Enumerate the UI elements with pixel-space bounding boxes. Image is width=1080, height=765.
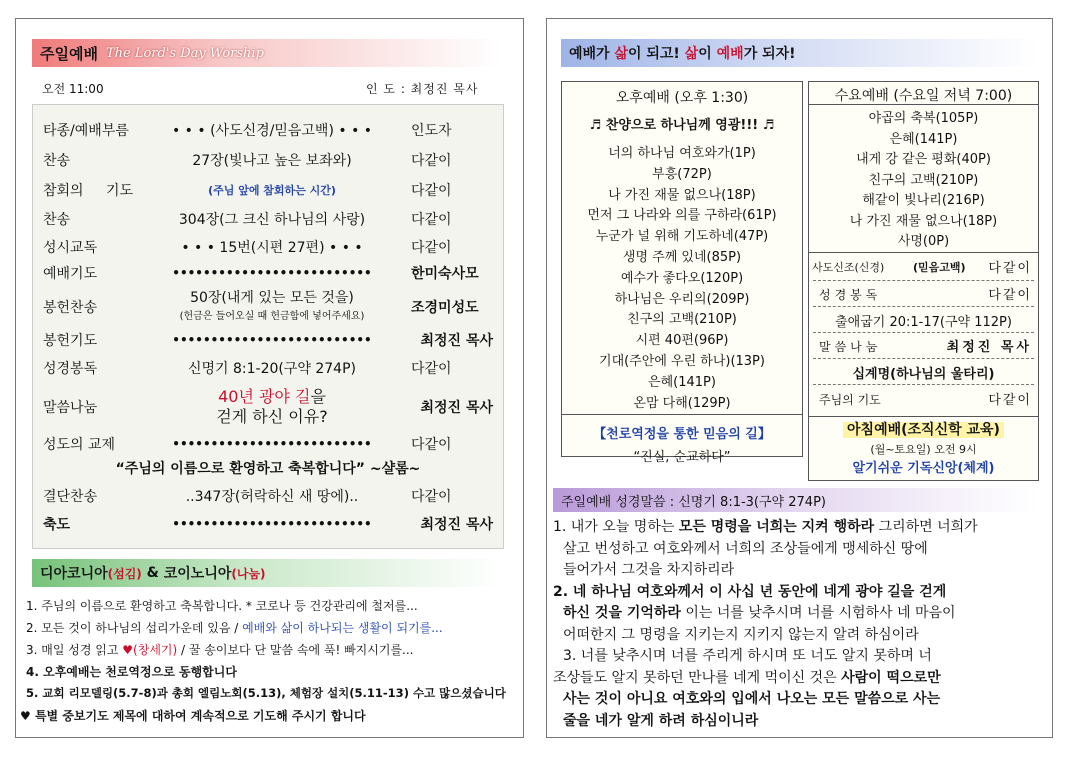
order-row	[33, 327, 503, 353]
verse-segment: 살고 번성하고 여호와께서 너희의 조상들에게 맹세하신 땅에	[563, 540, 928, 557]
book-subtitle: “진실, 순교하다”	[633, 450, 731, 465]
motto-header	[561, 39, 1037, 67]
order-person: 다같이	[411, 437, 452, 453]
news-num: 1.	[26, 599, 38, 613]
song-item: 은혜(141P)	[889, 131, 958, 147]
news-text: 매일 성경 읽고	[41, 643, 123, 657]
heart-icon: ♥	[122, 643, 134, 657]
order-label: 성시교독	[43, 240, 98, 256]
order-content	[133, 290, 411, 325]
news-item	[20, 707, 366, 724]
order-content: • • • 15번(시편 27편) • • •	[181, 240, 363, 256]
verse-line	[553, 667, 941, 687]
order-person: 한미숙사모	[411, 266, 479, 282]
order-content: (주님 앞에 참회하는 시간)	[208, 184, 336, 197]
order-label: 결단찬송	[43, 489, 98, 505]
verse-segment: 하신 것을 기억하라	[563, 605, 681, 621]
song-item: 친구의 고백(210P)	[868, 172, 979, 188]
song-item: 나 가진 재물 없으나(18P)	[608, 187, 756, 203]
order-row	[33, 287, 503, 327]
order-content: • • • (사도신경/믿음고백) • • •	[171, 123, 373, 139]
order-label: 예배기도	[43, 266, 98, 282]
wednesday-title: 수요예배 (수요일 저녁 7:00)	[834, 88, 1013, 104]
verse-segment: 이는 너를 낮추시며 너를 시험하사 네 마음이	[680, 605, 956, 621]
divider	[809, 104, 1038, 105]
song-item: 나 가진 재물 없으나(18P)	[849, 213, 998, 229]
order-person: 다같이	[411, 361, 452, 377]
news-item	[26, 685, 506, 701]
sunday-worship-header	[32, 39, 502, 67]
divider	[813, 280, 1034, 281]
order-person: 인도자	[411, 123, 452, 139]
morning-title-wrap	[809, 419, 1038, 439]
order-row	[33, 260, 503, 286]
scripture-header	[553, 488, 1037, 512]
verse-segment: 줄을 네가 알게 하려 하심이니라	[563, 712, 759, 729]
order-row	[33, 385, 503, 429]
verse-line	[563, 559, 734, 579]
morning-topic: 알기쉬운 기독신앙(체계)	[852, 461, 995, 476]
news-header-a-sub: (섬김)	[107, 566, 142, 581]
order-person: 다같이	[411, 489, 452, 505]
song-item: 시편 40편(96P)	[635, 333, 729, 349]
order-row	[33, 117, 503, 143]
scripture-header-text: 주일예배 성경말씀 : 신명기 8:1-3(구약 274P)	[561, 494, 826, 510]
song-item: 사명(0P)	[897, 234, 950, 249]
sunday-worship-title: 주일예배	[40, 44, 98, 63]
morning-worship-box	[808, 416, 1039, 481]
verse-segment: 어떠한지 그 명령을 지키는지 지키지 않는지 알려 하심이라	[563, 626, 919, 643]
news-text: 특별 중보기도 제목에 대하여 계속적으로 기도해 주시기 합니다	[34, 709, 366, 723]
motto-part: 예배가	[569, 46, 615, 62]
news-num: 2.	[26, 621, 38, 635]
morning-schedule: (월~토요일) 오전 9시	[870, 443, 977, 456]
sermon-title	[133, 387, 411, 427]
verse-segment: 사람이 떡으로만	[841, 669, 941, 686]
order-content: 신명기 8:1-20(구약 274P)	[187, 361, 356, 377]
motto-part: 이 되고!	[627, 46, 685, 62]
song-item: 은혜(141P)	[648, 374, 716, 390]
song-item: 친구의 고백(210P)	[627, 312, 737, 328]
order-label: 축도	[43, 517, 71, 533]
order-content: ••••••••••••••••••••••••••	[172, 266, 372, 280]
left-page	[15, 18, 524, 738]
order-person: 다같이	[411, 153, 452, 169]
order-label: 성경봉독	[43, 361, 98, 377]
order-row	[33, 234, 503, 260]
greeting-text: “주님의 이름으로 환영하고 축복합니다” ~샬롬~	[115, 461, 421, 477]
news-header	[32, 559, 502, 587]
song-item: 생명 주께 있네(85P)	[622, 250, 742, 265]
order-row	[33, 206, 503, 232]
order-row	[33, 431, 503, 457]
news-num: 4.	[26, 665, 39, 679]
order-content: ••••••••••••••••••••••••••	[172, 333, 372, 347]
afternoon-worship-box	[561, 81, 803, 465]
news-num: 5.	[26, 686, 39, 700]
order-row	[33, 355, 503, 381]
order-label: 찬송	[43, 212, 71, 228]
verse-segment: 그리하면 너희가	[874, 519, 978, 535]
motto-part: 삶	[684, 46, 699, 62]
motto-part: 가 되자!	[743, 46, 796, 62]
reading-label: 성경봉독	[819, 288, 882, 302]
greeting-line	[33, 455, 503, 481]
service-leader: 인 도 : 최정진 목사	[366, 82, 479, 96]
motto-part: 예배	[716, 46, 744, 62]
verse-segment: 사는 것이 아니요 여호와의 입에서 나오는 모든 말씀으로 사는	[563, 691, 941, 707]
order-row	[33, 177, 503, 203]
afternoon-title: 오후예배 (오후 1:30)	[615, 90, 749, 106]
offering-note: (헌금은 들어오실 때 헌금함에 넣어주세요)	[179, 310, 365, 322]
sermon-person: 최정진 목사	[946, 340, 1032, 355]
sermon-title-line2: 걷게 하신 이유?	[216, 407, 328, 426]
news-text-blue: 예배와 삶이 하나되는 생활이 되기를...	[242, 621, 443, 635]
divider	[813, 358, 1034, 359]
verse-line	[563, 645, 932, 665]
song-item: 온맘 다해(129P)	[633, 395, 731, 411]
divider	[813, 384, 1034, 385]
divider	[809, 252, 1038, 253]
book-title: 【천로역정을 통한 믿음의 길】	[593, 427, 771, 442]
verse-segment: 조상들도 알지 못하던 만나를 네게 먹이신 것은	[553, 669, 842, 686]
order-content: ..347장(허락하신 새 땅에)..	[185, 489, 359, 505]
song-item: 내게 강 같은 평화(40P)	[856, 152, 991, 167]
order-row	[33, 511, 503, 537]
sermon-title-suffix: 을	[310, 387, 326, 406]
service-time: 오전 11:00	[42, 82, 104, 96]
divider	[813, 332, 1034, 333]
news-text: 주님의 이름으로 환영하고 축복합니다. * 코로나 등 건강관리에 철저를...	[41, 599, 418, 613]
order-person: 최정진 목사	[420, 333, 493, 349]
divider	[562, 414, 802, 415]
verse-segment: 3. 너를 낮추시며 너를 주리게 하시며 또 너도 알지 못하며 너	[563, 648, 932, 664]
news-text: 교회 리모델링(5.7-8)과 총회 엘림노회(5.13), 체험장 설치(5.11-13) 수고 많으셨습니다	[42, 686, 506, 700]
prayer-label: 주님의 기도	[819, 393, 881, 407]
order-row	[33, 147, 503, 173]
order-content: 304장(그 크신 하나님의 사랑)	[178, 212, 366, 228]
news-item	[26, 619, 443, 636]
news-num: 3.	[26, 643, 38, 657]
song-item: 해같이 빛나리(216P)	[862, 193, 985, 208]
verse-line	[563, 688, 940, 708]
sermon-topic: 십계명(하나님의 울타리)	[852, 367, 995, 382]
order-person: 다같이	[411, 212, 452, 228]
creed-note: (믿음고백)	[913, 261, 966, 274]
verse-line	[563, 602, 956, 622]
news-text: 오후예배는 천로역정으로 동행합니다	[43, 665, 237, 679]
verse-line	[553, 581, 946, 601]
news-item	[26, 641, 413, 658]
order-person: 조경미성도	[411, 300, 479, 316]
news-text-rest: / 꿀 송이보다 단 말씀 속에 푹! 빠지시기를...	[177, 643, 414, 657]
song-item: 먼저 그 나라와 의를 구하라(61P)	[587, 208, 777, 224]
order-content: ••••••••••••••••••••••••••	[172, 517, 372, 531]
verse-segment: 2. 네 하나님 여호와께서 이 사십 년 동안에 네게 광야 길을 걷게	[553, 583, 947, 600]
verse-segment: 모든 명령을 너희는 지켜 행하라	[678, 519, 875, 535]
order-label: 참회의 기도	[43, 183, 133, 199]
song-item: 야곱의 축복(105P)	[868, 111, 979, 126]
verse-line	[563, 624, 919, 644]
afternoon-subtitle: ♬ 찬양으로 하나님께 영광!!! ♬	[589, 118, 775, 133]
worship-order	[32, 104, 504, 549]
creed-person: 다같이	[988, 261, 1032, 276]
order-label: 타종/예배부름	[43, 123, 129, 139]
news-header-b: 코이노니아	[163, 566, 232, 582]
order-row	[33, 483, 503, 509]
news-header-amp: &	[141, 565, 164, 581]
order-label: 봉헌기도	[43, 333, 98, 349]
offering-hymn: 50장(내게 있는 모든 것을)	[190, 289, 354, 306]
sermon-label: 말씀나눔	[819, 340, 882, 354]
news-header-b-sub: (나눔)	[231, 566, 266, 581]
song-item: 누군가 널 위해 기도하네(47P)	[595, 229, 769, 245]
song-item: 부흥(72P)	[652, 166, 712, 182]
news-item	[26, 663, 237, 680]
order-person: 다같이	[411, 183, 452, 199]
heart-icon: ♥	[20, 709, 31, 723]
order-person: 다같이	[411, 240, 452, 256]
sunday-worship-title-en: The Lord's Day Worship	[105, 45, 264, 61]
verse-segment: 1. 내가 오늘 명하는	[553, 519, 679, 535]
order-content: ••••••••••••••••••••••••••	[172, 437, 372, 451]
wednesday-scripture: 출애굽기 20:1-17(구약 112P)	[835, 315, 1012, 330]
news-text: 모든 것이 하나님의 섭리가운데 있음 /	[41, 621, 243, 635]
song-item: 기대(주안에 우린 하나)(13P)	[599, 354, 765, 369]
order-person: 최정진 목사	[420, 517, 493, 533]
sermon-title-highlight: 40년 광야 길	[218, 387, 311, 406]
right-page	[546, 18, 1053, 738]
news-item	[26, 597, 418, 614]
song-item: 하나님은 우리의(209P)	[614, 291, 750, 307]
song-item: 예수가 좋다오(120P)	[620, 270, 744, 286]
order-label: 찬송	[43, 153, 71, 169]
order-label: 봉헌찬송	[43, 300, 98, 316]
verse-segment: 들어가서 그것을 차지하리라	[563, 562, 735, 578]
verse-line	[563, 710, 758, 730]
order-person: 최정진 목사	[420, 400, 493, 416]
order-label: 성도의 교제	[43, 437, 116, 453]
news-header-a: 디아코니아	[40, 566, 108, 582]
divider	[813, 306, 1034, 307]
order-label: 말씀나눔	[43, 400, 98, 416]
order-content: 27장(빛나고 높은 보좌와)	[192, 153, 352, 169]
verse-line	[553, 516, 978, 536]
verse-line	[563, 538, 928, 558]
wednesday-worship-box	[808, 81, 1039, 418]
reading-person: 다같이	[988, 288, 1032, 303]
prayer-person: 다같이	[988, 393, 1032, 408]
creed-label: 사도신조(신경)	[812, 261, 885, 274]
morning-title: 아침예배(조직신학 교육)	[843, 422, 1004, 438]
news-text-red: (창세기)	[133, 643, 178, 657]
motto-part: 이	[698, 46, 717, 62]
song-item: 너의 하나님 여호와가(1P)	[608, 146, 756, 161]
motto-part: 삶	[614, 46, 628, 62]
